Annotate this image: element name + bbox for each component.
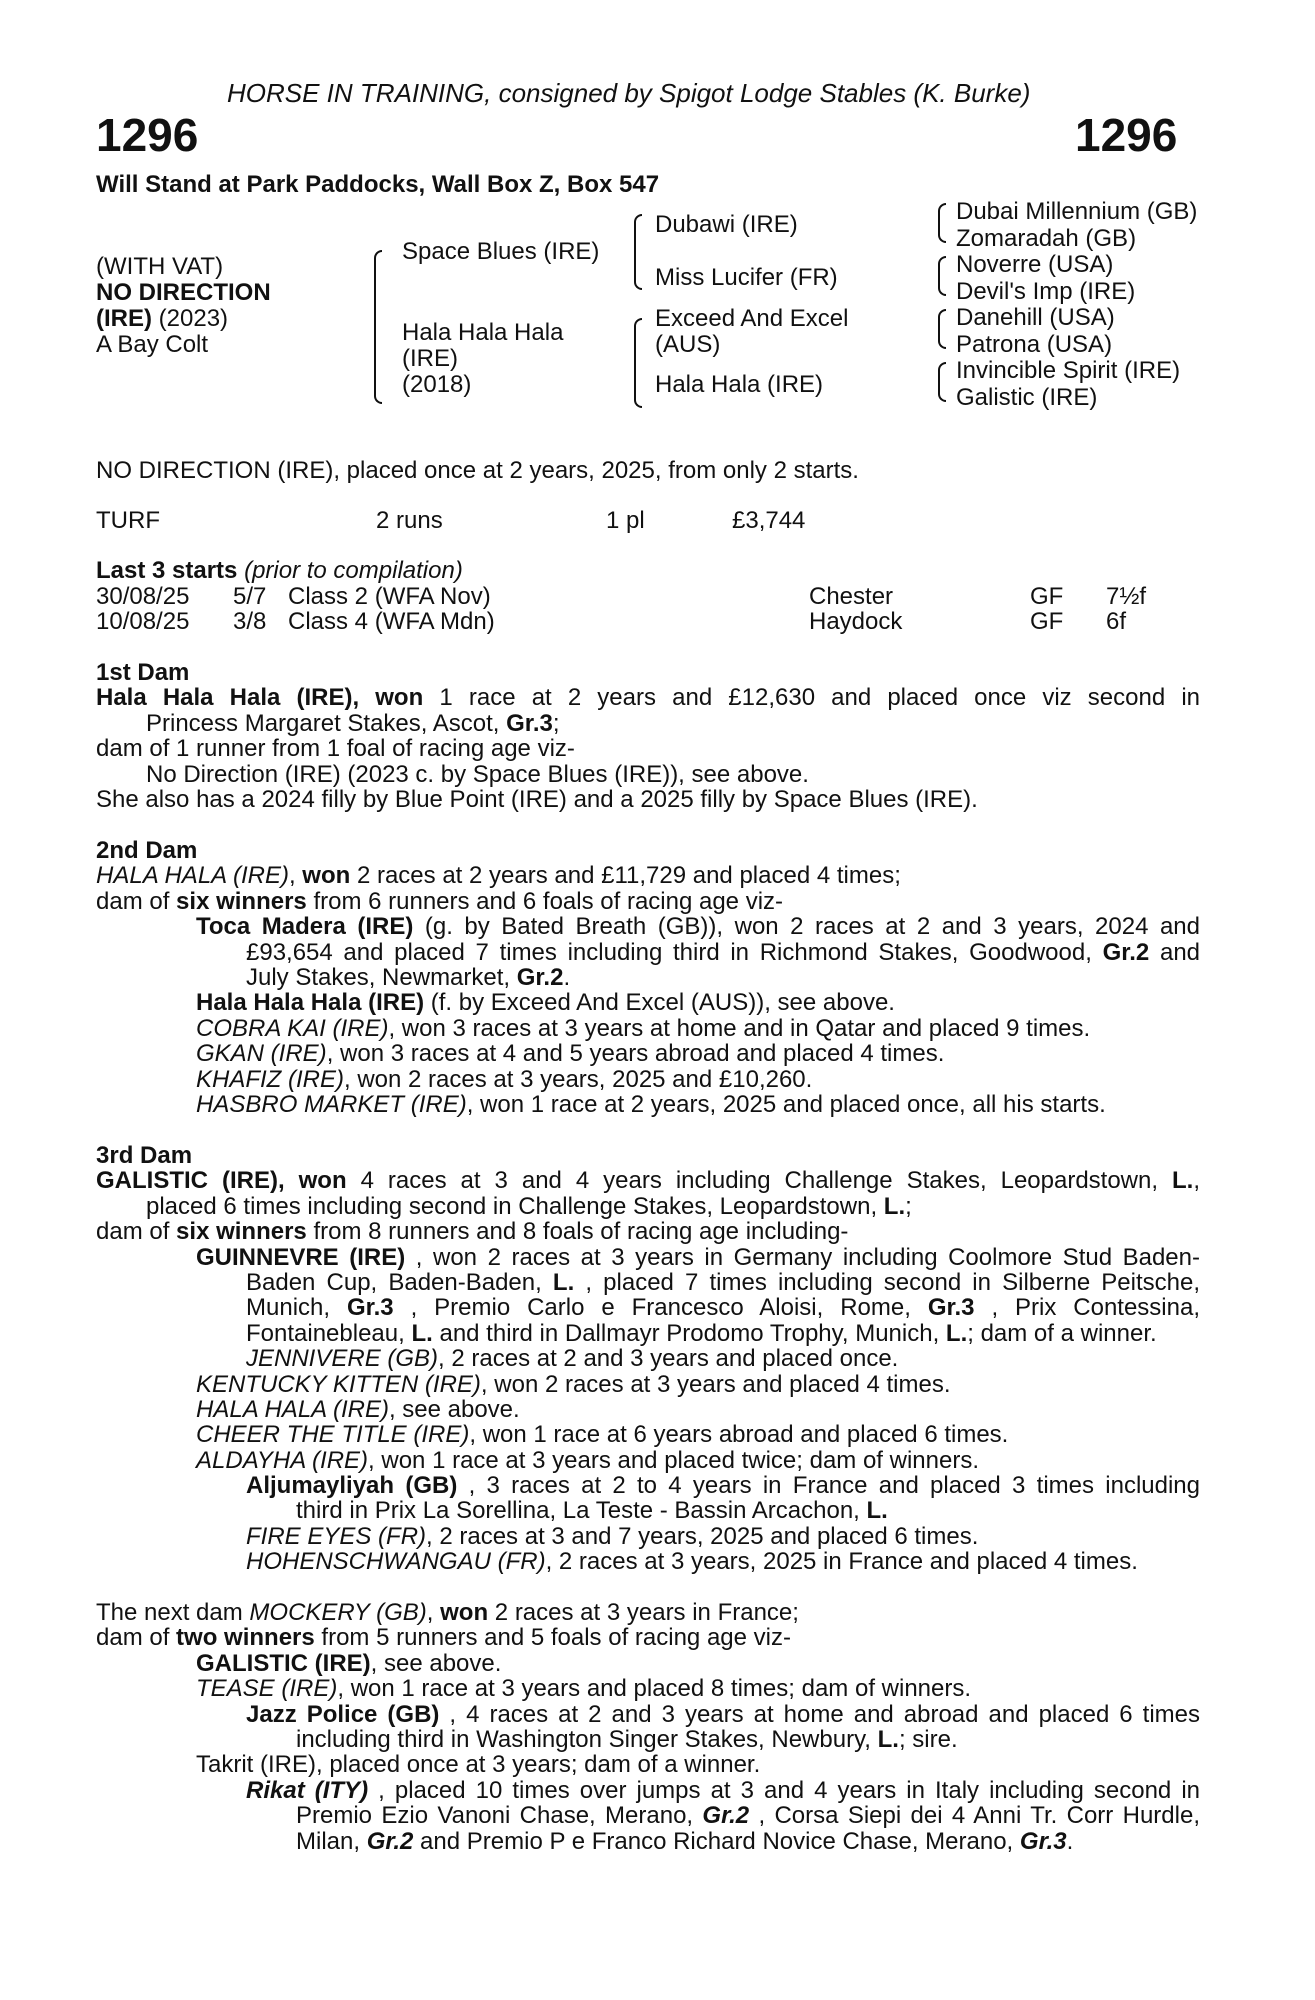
text: and Premio P e Franco Richard Novice Chase, Merano, [413,1827,1020,1855]
text: , Premio Carlo e Francesco Aloisi, Rome, [410,1295,928,1321]
progeny-name: FIRE EYES (FR) [246,1522,427,1550]
text: Premio Ezio Vanoni Chase, Merano, [296,1803,703,1829]
third-dam-line [96,1168,1200,1193]
text: The next dam [96,1599,250,1626]
progeny-name: Jazz Police (GB) [246,1701,440,1727]
second-dam-line [96,990,1200,1015]
progeny-name: Toca Madera (IRE) [196,914,414,940]
text: , won 1 race at 3 years and placed twice; dam of winners. [368,1446,980,1474]
first-dam-line [96,685,1200,710]
third-dam-line [96,1473,1200,1498]
pedigree-sire-sire: Dubawi (IRE) [655,211,798,238]
second-dam-line [96,940,1200,965]
text: , 2 races at 3 and 7 years, 2025 and placed 6 times. [426,1522,979,1550]
progeny-name: Rikat (ITY) [246,1777,369,1804]
start-race: Class 2 (WFA Nov) [288,583,491,610]
second-dam-line [96,1041,1200,1066]
text: dam of [96,887,177,915]
next-dam-line [96,1651,1200,1676]
start-date: 30/08/25 [96,583,190,610]
second-dam-line [96,889,1200,914]
listed: L. [883,1192,906,1220]
third-dam-line [96,1295,1200,1320]
listed: L. [552,1269,575,1296]
text: (f. by Exceed And Excel (AUS)), see above. [424,989,895,1017]
text: ; dam of a winner. [967,1319,1157,1347]
text: £93,654 and placed 7 times including third in Richmond Stakes, Goodwood, [246,939,1103,965]
horse-year: (2023) [152,305,229,332]
start-distance: 6f [1106,608,1127,635]
first-dam-heading: 1st Dam [96,659,190,686]
second-dam-line [96,863,1200,888]
second-dam-line [96,1092,1200,1117]
third-dam-line [96,1448,1200,1473]
second-dam-heading: 2nd Dam [96,837,198,864]
text: Milan, [296,1827,367,1855]
consignor-line: HORSE IN TRAINING, consigned by Spigot Lodge Stables (K. Burke) [227,78,1031,108]
progeny-name: GALISTIC (IRE) [196,1649,371,1677]
horse-name: NO DIRECTION [96,279,271,306]
progeny-name: HASBRO MARKET (IRE) [196,1090,467,1118]
second-dam-section [96,838,1200,1117]
listed: L. [411,1319,433,1347]
third-dam-line [96,1194,1200,1219]
won-label: won [375,685,424,711]
text: (g. by Bated Breath (GB)), won 2 races at 2 and 3 years, 2024 and [424,914,1200,940]
listed: L. [1172,1168,1194,1194]
third-dam-line [96,1397,1200,1422]
record-runs: 2 runs [376,507,443,534]
progeny-name: COBRA KAI (IRE) [196,1014,389,1042]
text: July Stakes, Newmarket, [246,963,517,991]
progeny-name: JENNIVERE (GB) [246,1345,439,1373]
record-surface: TURF [96,507,160,534]
progeny-name: HALA HALA (IRE) [196,1395,389,1423]
text: , 3 races at 2 to 4 years in France and placed 3 times including [468,1473,1200,1499]
progeny-name: Aljumayliyah (GB) [246,1473,458,1499]
winners-count: six winners [176,887,307,915]
next-dam-section [96,1600,1200,1854]
second-dam-line [96,1067,1200,1092]
won-label: won [440,1599,489,1626]
text: , 2 races at 2 and 3 years and placed once. [438,1345,899,1373]
text: , won 1 race at 6 years abroad and placed 6 times. [469,1421,1009,1449]
text: , [1193,1168,1200,1194]
next-dam-line [96,1829,1200,1854]
text: and third in Dallmayr Prodomo Trophy, Munich, [432,1319,946,1347]
start-course: Chester [809,583,894,610]
third-dam-line [96,1219,1200,1244]
progeny-name: GUINNEVRE (IRE) [196,1244,406,1270]
next-dam-name: MOCKERY (GB) [249,1599,427,1626]
progeny-name: ALDAYHA (IRE) [196,1446,369,1474]
first-dam-name: Hala Hala Hala (IRE) [96,685,353,711]
record-placings: 1 pl [606,507,645,534]
text: from 5 runners and 5 foals of racing age viz- [314,1624,791,1652]
progeny-name: KENTUCKY KITTEN (IRE) [196,1370,481,1398]
next-dam-line [96,1803,1200,1828]
grade: Gr.3 [346,1295,394,1321]
text: , placed 7 times including second in Silberne Peitsche, [585,1269,1200,1296]
text: , won 1 race at 2 years, 2025 and placed once, all his starts. [466,1090,1106,1118]
pedigree-dam-dam: Hala Hala (IRE) [655,371,824,398]
pedigree-g3: Noverre (USA) [956,251,1114,278]
listed: L. [866,1497,888,1525]
text: . [1066,1827,1074,1855]
sep: , [426,1599,441,1626]
bracket-sire-parents [634,214,642,290]
sep: , [277,1168,299,1194]
third-dam-section [96,1143,1200,1575]
second-dam-name: HALA HALA (IRE) [96,862,289,890]
text: Munich, [246,1295,347,1321]
text: dam of [96,1218,177,1246]
progeny-name: TEASE (IRE) [196,1675,338,1703]
text: , won 1 race at 3 years and placed 8 times; dam of winners. [337,1675,972,1703]
winners-count: six winners [176,1218,307,1246]
text: , won 2 races at 3 years and placed 4 times. [480,1370,951,1398]
next-dam-line [96,1625,1200,1650]
progeny-name: CHEER THE TITLE (IRE) [196,1421,470,1449]
third-dam-line [96,1346,1200,1371]
last-starts-note: (prior to compilation) [237,557,463,584]
first-dam-line [96,711,1200,736]
pedigree-sire-dam: Miss Lucifer (FR) [655,264,838,291]
progeny-name: HOHENSCHWANGAU (FR) [246,1548,546,1576]
lot-number-left: 1296 [96,109,199,161]
record-earnings: £3,744 [732,507,806,534]
text: third in Prix La Sorellina, La Teste - Bassin Arcachon, [296,1497,867,1525]
first-dam-line: She also has a 2024 filly by Blue Point (IRE) and a 2025 filly by Space Blues (IRE). [96,785,978,813]
next-dam-line [96,1702,1200,1727]
first-dam-text: 1 race at 2 years and £12,630 and placed once viz second in [439,685,1200,711]
third-dam-line [96,1321,1200,1346]
pedigree-dam-line1: Hala Hala Hala [402,319,564,346]
text: Princess Margaret Stakes, Ascot, [146,709,507,737]
listed: L. [945,1319,968,1347]
text: , Corsa Siepi dei 4 Anni Tr. Corr Hurdle, [758,1803,1200,1829]
sep: , [288,862,303,890]
text: , placed 10 times over jumps at 3 and 4 years in Italy including second in [378,1777,1200,1804]
text: from 8 runners and 8 foals of racing age including- [306,1218,849,1246]
last-starts-title: Last 3 starts [96,557,238,584]
start-distance: 7½f [1106,583,1147,610]
bracket-parents [374,250,382,404]
vat-note: (WITH VAT) [96,253,224,280]
text: Baden Cup, Baden-Baden, [246,1269,553,1296]
third-dam-heading: 3rd Dam [96,1142,193,1169]
pedigree-g5: Danehill (USA) [956,304,1115,331]
grade: Gr.3 [927,1295,975,1321]
text: ; sire. [898,1725,958,1753]
last-starts-heading [96,558,463,583]
second-dam-line [96,965,1200,990]
next-dam-line [96,1676,1200,1701]
progeny-name: GKAN (IRE) [196,1040,327,1068]
grade: Gr.3 [1019,1827,1067,1855]
third-dam-line [96,1524,1200,1549]
first-dam-line: No Direction (IRE) (2023 c. by Space Blues (IRE)), see above. [146,760,809,788]
won-label: won [302,862,351,890]
first-dam-line: dam of 1 runner from 1 foal of racing age viz- [96,735,575,763]
text: , won 2 races at 3 years, 2025 and £10,260. [344,1065,813,1093]
text: , 4 races at 2 and 3 years at home and abroad and placed 6 times [449,1701,1200,1727]
text: Fontainebleau, [246,1319,412,1347]
third-dam-line [96,1245,1200,1270]
third-dam-name: GALISTIC (IRE) [96,1168,278,1194]
sep: , [352,685,376,711]
text: , see above. [388,1395,520,1423]
next-dam-line [96,1727,1200,1752]
pedigree-g7: Invincible Spirit (IRE) [956,357,1181,384]
next-dam-line: Takrit (IRE), placed once at 3 years; dam of a winner. [196,1751,761,1779]
listed: L. [877,1725,899,1753]
text: , 2 races at 3 years, 2025 in France and placed 4 times. [545,1548,1138,1576]
start-date: 10/08/25 [96,608,190,635]
pedigree-g4: Devil's Imp (IRE) [956,278,1136,305]
start-going: GF [1030,608,1064,635]
second-dam-line [96,914,1200,939]
third-dam-line [96,1422,1200,1447]
progeny-name: Hala Hala Hala (IRE) [196,989,425,1017]
won-label: won [298,1168,347,1194]
pedigree-g1: Dubai Millennium (GB) [956,198,1198,225]
bracket-g78 [938,362,946,402]
first-dam-section [96,660,1200,812]
start-position: 3/8 [233,608,267,635]
text: , Prix Contessina, [991,1295,1200,1321]
horse-country: (IRE) [96,305,152,332]
text: 4 races at 3 and 4 years including Challenge Stakes, Leopardstown, [360,1168,1173,1194]
grade: Gr.3 [506,709,553,737]
bracket-g12 [938,203,946,243]
start-course: Haydock [809,608,903,635]
third-dam-line [96,1372,1200,1397]
bracket-g34 [938,256,946,296]
grade: Gr.2 [702,1803,750,1829]
progeny-name: KHAFIZ (IRE) [196,1065,344,1093]
next-dam-line [96,1778,1200,1803]
third-dam-line [96,1549,1200,1574]
text: . [563,963,571,991]
text: , won 2 races at 3 years in Germany including Coolmore Stud Baden- [415,1244,1200,1270]
pedigree-dam-sire-line2: (AUS) [655,331,721,358]
pedigree-g6: Patrona (USA) [956,331,1113,358]
grade: Gr.2 [516,963,564,991]
text: placed 6 times including second in Challenge Stakes, Leopardstown, [146,1192,884,1220]
third-dam-line [96,1498,1200,1523]
text: 2 races at 2 years and £11,729 and placed 4 times; [356,862,901,890]
pedigree-g8: Galistic (IRE) [956,384,1098,411]
text: from 6 runners and 6 foals of racing age viz- [306,887,784,915]
winners-count: two winners [176,1624,315,1652]
second-dam-line [96,1016,1200,1041]
bracket-dam-parents [634,318,642,408]
start-position: 5/7 [233,583,267,610]
text: ; [552,709,560,737]
horse-description: A Bay Colt [96,331,209,358]
race-summary: NO DIRECTION (IRE), placed once at 2 years, 2025, from only 2 starts. [96,457,859,484]
grade: Gr.2 [366,1827,414,1855]
text: and [1159,939,1200,965]
text: ; [905,1192,912,1220]
lot-number-right: 1296 [1075,109,1178,161]
pedigree-g2: Zomaradah (GB) [956,225,1137,252]
pedigree-dam-sire-line1: Exceed And Excel [655,305,849,332]
third-dam-line [96,1270,1200,1295]
next-dam-line [96,1600,1200,1625]
pedigree-dam-line3: (2018) [402,371,472,398]
start-going: GF [1030,583,1064,610]
pedigree-sire: Space Blues (IRE) [402,238,600,265]
text: , won 3 races at 4 and 5 years abroad and placed 4 times. [326,1040,945,1068]
grade: Gr.2 [1102,939,1150,965]
bracket-g56 [938,309,946,349]
pedigree-dam-line2: (IRE) [402,345,458,372]
stand-location: Will Stand at Park Paddocks, Wall Box Z, Box 547 [96,171,660,198]
start-race: Class 4 (WFA Mdn) [288,608,495,635]
horse-suffix-year [96,306,228,331]
text: , won 3 races at 3 years at home and in Qatar and placed 9 times. [388,1014,1091,1042]
text: 2 races at 3 years in France; [494,1599,799,1626]
text: dam of [96,1624,177,1652]
text: including third in Washington Singer Stakes, Newbury, [296,1725,878,1753]
text: , see above. [370,1649,502,1677]
